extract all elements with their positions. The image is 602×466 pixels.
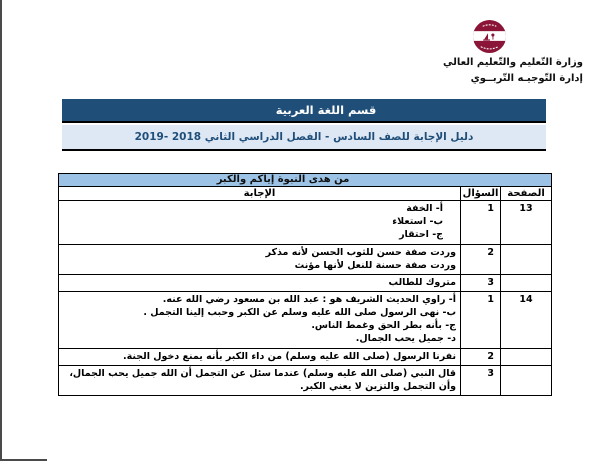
department-title-bar: قسم اللغة العربية [62,99,546,123]
page-number-cell: 14 [501,292,552,349]
question-number-cell: 1 [461,201,501,245]
ministry-logo-icon [472,19,507,54]
answer-cell [59,366,461,396]
table-row [59,366,552,396]
page-number-cell [501,275,552,292]
question-number-cell: 3 [461,366,501,396]
answer-line: ب- نهى الرسول صلى الله عليه وسلم عن الكبر وحبب إلينا التجمل . [143,307,457,318]
answer-line: ب- استعلاء [392,216,444,227]
answer-line: متروك للطالب [388,277,457,288]
question-number-cell: 1 [461,292,501,349]
answer-guide-subtitle-bar: دليل الإجابة للصف السادس - الفصل الدراسي الثاني 2018 -2019 [62,125,546,151]
table-row [59,292,552,349]
table-row [59,201,552,245]
page-number-cell [501,349,552,366]
question-number-cell: 2 [461,349,501,366]
ministry-line-1: وزارة التّعليم والتّعليم العالي [442,57,583,68]
answer-line: أ- راوي الحديث الشريف هو : عبد الله بن مسعود رضي الله عنه. [162,294,457,305]
answer-line: د- جميل يحب الجمال. [355,333,457,344]
answer-table-body [59,201,552,396]
page-left-border [0,0,2,461]
table-section-title: من هدى النبوة إياكم والكبر [59,174,552,187]
table-row [59,349,552,366]
answer-line: أ- الخفة [406,203,444,214]
answer-line: ج- بأنه بطر الحق وغمط الناس. [311,320,457,331]
answer-line: وردت صفة حسنة للنعل لأنها مؤنث [294,260,457,271]
question-number-cell: 3 [461,275,501,292]
answer-line: وردت صفة حسن للثوب الحسن لأنه مذكر [265,247,457,258]
ministry-line-2: إدارة التّوجيـه التّربــوي [470,73,583,84]
table-section-title-row [59,174,552,187]
ministry-name-block [443,55,583,87]
question-number-cell: 2 [461,245,501,275]
table-row [59,275,552,292]
answer-cell [59,275,461,292]
page-number-cell [501,245,552,275]
answer-cell [59,349,461,366]
column-header-answer: الإجابة [59,187,461,201]
answer-line: نفرنا الرسول (صلى الله عليه وسلم) من داء الكبر بأنه يمنع دخول الجنة. [123,351,457,362]
answer-cell [59,245,461,275]
page-number-cell [501,366,552,396]
answer-cell [59,292,461,349]
answer-line: قال النبي (صلى الله عليه وسلم) عندما سئل عن التجمل أن الله جميل يحب الجمال، وأن التجمل والتزين لا يعني الكبر. [69,368,457,392]
table-row [59,245,552,275]
answer-cell [59,201,461,245]
column-header-question: السؤال [461,187,501,201]
page-number-cell: 13 [501,201,552,245]
page-bottom-border [0,459,47,461]
answer-table [58,173,552,396]
column-header-page: الصفحة [501,187,552,201]
table-header-row [59,187,552,201]
answer-line: ج- احتقار [399,229,444,240]
